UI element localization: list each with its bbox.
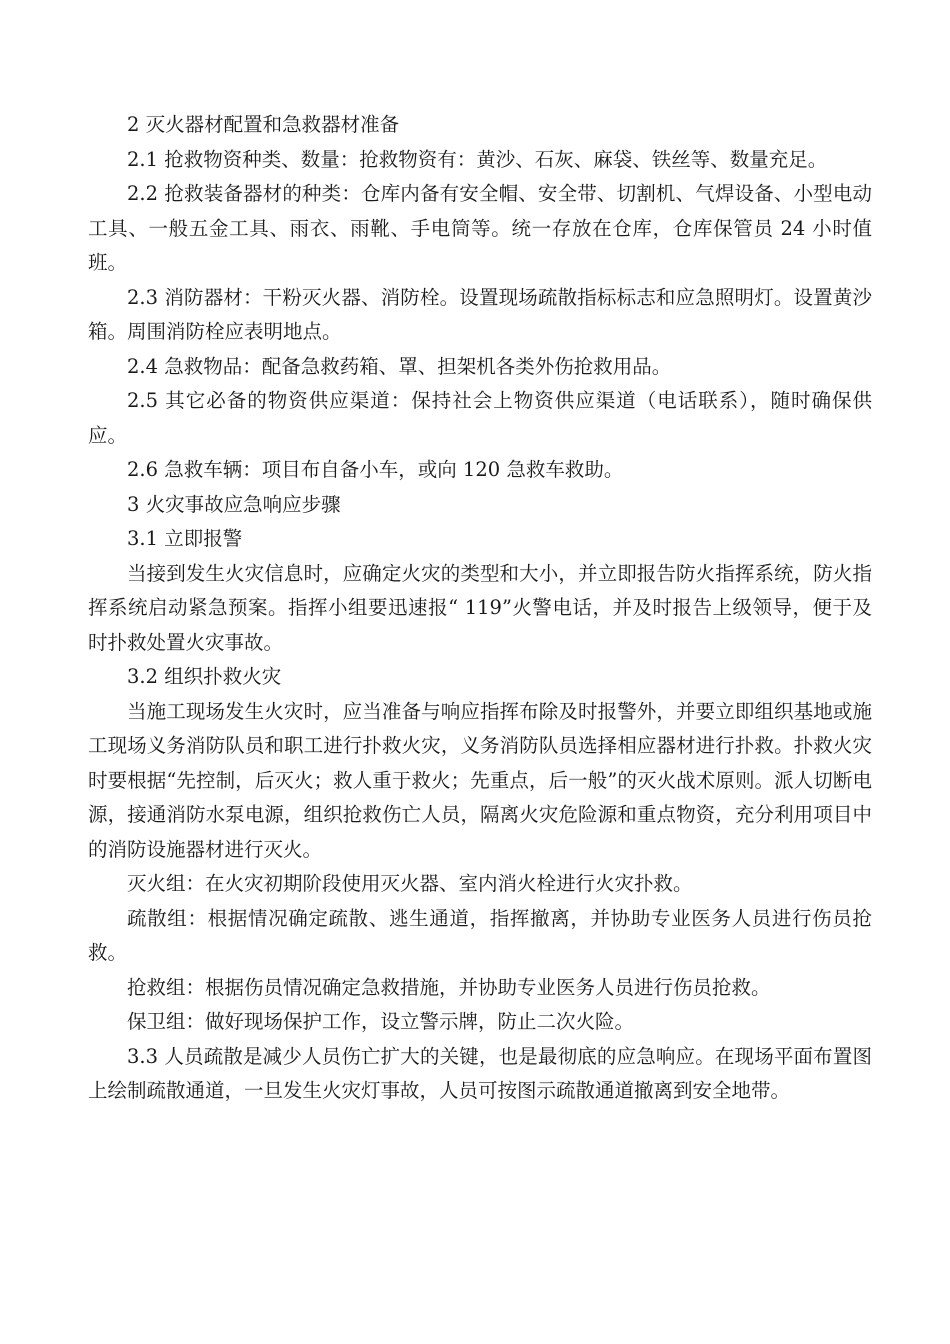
- document-body: [88, 108, 872, 1109]
- paragraph-2-4: 2.4 急救物品：配备急救药箱、罩、担架机各类外伤抢救用品。: [127, 354, 672, 378]
- heading-3-2: 3.2 组织扑救火灾: [127, 665, 282, 688]
- paragraph-3-2-body: 当施工现场发生火灾时，应当准备与响应指挥布除及时报警外，并要立即组织基地或施工现场义务消防队员和职工进行扑救火灾，义务消防队员选择相应器材进行扑救。扑救火灾时要根据“先控制，后灭火；救人重于救火；先重点，后一般”的灭火战术原则。派人切断电源，接通消防水泵电源，组织抢救伤亡人员，隔离火灾危险源和重点物资，充分利用项目中的消防设施器材进行灭火。: [88, 699, 872, 861]
- paragraph-security-team: 保卫组：做好现场保护工作，设立警示牌，防止二次火险。: [127, 1010, 635, 1033]
- paragraph-fire-team: 灭火组：在火灾初期阶段使用灭火器、室内消火栓进行火灾扑救。: [127, 872, 693, 895]
- paragraph-2-2: 2.2 抢救装备器材的种类：仓库内备有安全帽、安全带、切割机、气焊设备、小型电动工具、一般五金工具、雨衣、雨靴、手电筒等。统一存放在仓库，仓库保管员 24 小时值班。: [88, 182, 872, 274]
- heading-section-2: 2 灭火器材配置和急救器材准备: [127, 113, 400, 136]
- paragraph-2-6: 2.6 急救车辆：项目布自备小车，或向 120 急救车救助。: [127, 458, 624, 481]
- paragraph-rescue-team: 抢救组：根据伤员情况确定急救措施，并协助专业医务人员进行伤员抢救。: [127, 975, 771, 999]
- paragraph-3-3: 3.3 人员疏散是减少人员伤亡扩大的关键，也是最彻底的应急响应。在现场平面布置图上绘制疏散通道，一旦发生火灾灯事故，人员可按图示疏散通道撤离到安全地带。: [88, 1044, 872, 1102]
- paragraph-2-1: 2.1 抢救物资种类、数量：抢救物资有：黄沙、石灰、麻袋、铁丝等、数量充足。: [127, 147, 828, 171]
- paragraph-3-1-body: 当接到发生火灾信息时，应确定火灾的类型和大小，并立即报告防火指挥系统，防火指挥系统启动紧急预案。指挥小组要迅速报“ 119”火警电话，并及时报告上级领导，便于及时扑救处置火灾事故。: [88, 561, 872, 654]
- paragraph-2-5: 2.5 其它必备的物资供应渠道：保持社会上物资供应渠道（电话联系），随时确保供应。: [88, 389, 872, 447]
- heading-3-1: 3.1 立即报警: [127, 527, 243, 550]
- paragraph-2-3: 2.3 消防器材：干粉灭火器、消防栓。设置现场疏散指标标志和应急照明灯。设置黄沙箱。周围消防栓应表明地点。: [88, 285, 872, 343]
- heading-section-3: 3 火灾事故应急响应步骤: [127, 492, 341, 516]
- paragraph-evacuation-team: 疏散组：根据情况确定疏散、逃生通道，指挥撤离，并协助专业医务人员进行伤员抢救。: [88, 906, 872, 964]
